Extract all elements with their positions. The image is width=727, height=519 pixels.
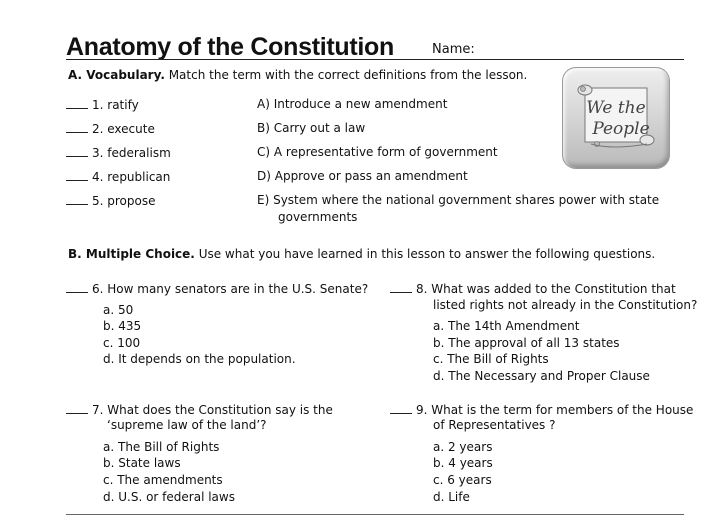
we-the-people-badge xyxy=(562,67,670,169)
answer-blank[interactable] xyxy=(66,169,88,181)
option-item: a. 2 years xyxy=(433,440,493,454)
answer-blank[interactable] xyxy=(66,97,88,109)
section-b-label: B. Multiple Choice. xyxy=(68,247,195,261)
definition-item: A) Introduce a new amendment xyxy=(257,97,448,111)
answer-blank[interactable] xyxy=(66,193,88,205)
section-a-label: A. Vocabulary. xyxy=(68,68,165,82)
term-label: 3. federalism xyxy=(92,146,171,160)
option-item: c. The amendments xyxy=(103,473,223,487)
section-b-instructions: Use what you have learned in this lesson to answer the following questions. xyxy=(198,247,656,261)
definition-item: B) Carry out a law xyxy=(257,121,366,135)
term-label: 4. republican xyxy=(92,170,171,184)
section-a-heading xyxy=(68,68,527,83)
option-item: a. The 14th Amendment xyxy=(433,319,580,333)
section-b-heading xyxy=(68,247,655,262)
title-underline xyxy=(66,59,684,60)
answer-blank[interactable] xyxy=(390,402,412,414)
term-row xyxy=(66,121,155,137)
definition-item: E) System where the national government shares power with state xyxy=(257,193,660,207)
question-text-continued: listed rights not already in the Constitution? xyxy=(433,298,698,312)
option-item: b. 4 years xyxy=(433,456,493,470)
option-item: d. U.S. or federal laws xyxy=(103,490,235,504)
question-text-continued: of Representatives ? xyxy=(433,418,556,432)
option-item: b. 435 xyxy=(103,319,142,333)
answer-blank[interactable] xyxy=(66,402,88,414)
question-8 xyxy=(390,281,676,297)
answer-blank[interactable] xyxy=(66,281,88,293)
term-label: 2. execute xyxy=(92,122,155,136)
badge-text-line2: People xyxy=(592,119,650,139)
term-label: 1. ratify xyxy=(92,98,139,112)
question-text: 8. What was added to the Constitution that xyxy=(416,282,676,296)
badge-text-line1: We the xyxy=(586,98,646,118)
term-row xyxy=(66,169,170,185)
option-item: b. State laws xyxy=(103,456,181,470)
question-6 xyxy=(66,281,368,297)
answer-blank[interactable] xyxy=(390,281,412,293)
definition-item: D) Approve or pass an amendment xyxy=(257,169,468,183)
question-7 xyxy=(66,402,333,418)
option-item: d. Life xyxy=(433,490,470,504)
question-text-continued: ‘supreme law of the land’? xyxy=(107,418,267,432)
worksheet-title: Anatomy of the Constitution xyxy=(66,33,394,61)
question-text: 6. How many senators are in the U.S. Senate? xyxy=(92,282,369,296)
section-a-instructions: Match the term with the correct definitions from the lesson. xyxy=(168,68,528,82)
bottom-divider xyxy=(66,514,684,515)
answer-blank[interactable] xyxy=(66,121,88,133)
scroll-icon xyxy=(563,68,669,168)
option-item: c. The Bill of Rights xyxy=(433,352,549,366)
term-row xyxy=(66,97,139,113)
option-item: a. 50 xyxy=(103,303,134,317)
term-label: 5. propose xyxy=(92,194,156,208)
option-item: a. The Bill of Rights xyxy=(103,440,220,454)
term-row xyxy=(66,193,156,209)
question-text: 7. What does the Constitution say is the xyxy=(92,403,333,417)
question-text: 9. What is the term for members of the House xyxy=(416,403,694,417)
option-item: d. The Necessary and Proper Clause xyxy=(433,369,650,383)
option-item: d. It depends on the population. xyxy=(103,352,296,366)
answer-blank[interactable] xyxy=(66,145,88,157)
definition-item: C) A representative form of government xyxy=(257,145,498,159)
option-item: b. The approval of all 13 states xyxy=(433,336,620,350)
definition-item-continued: governments xyxy=(278,210,358,224)
option-item: c. 100 xyxy=(103,336,141,350)
option-item: c. 6 years xyxy=(433,473,492,487)
question-9 xyxy=(390,402,693,418)
name-label: Name: xyxy=(432,42,475,57)
term-row xyxy=(66,145,171,161)
